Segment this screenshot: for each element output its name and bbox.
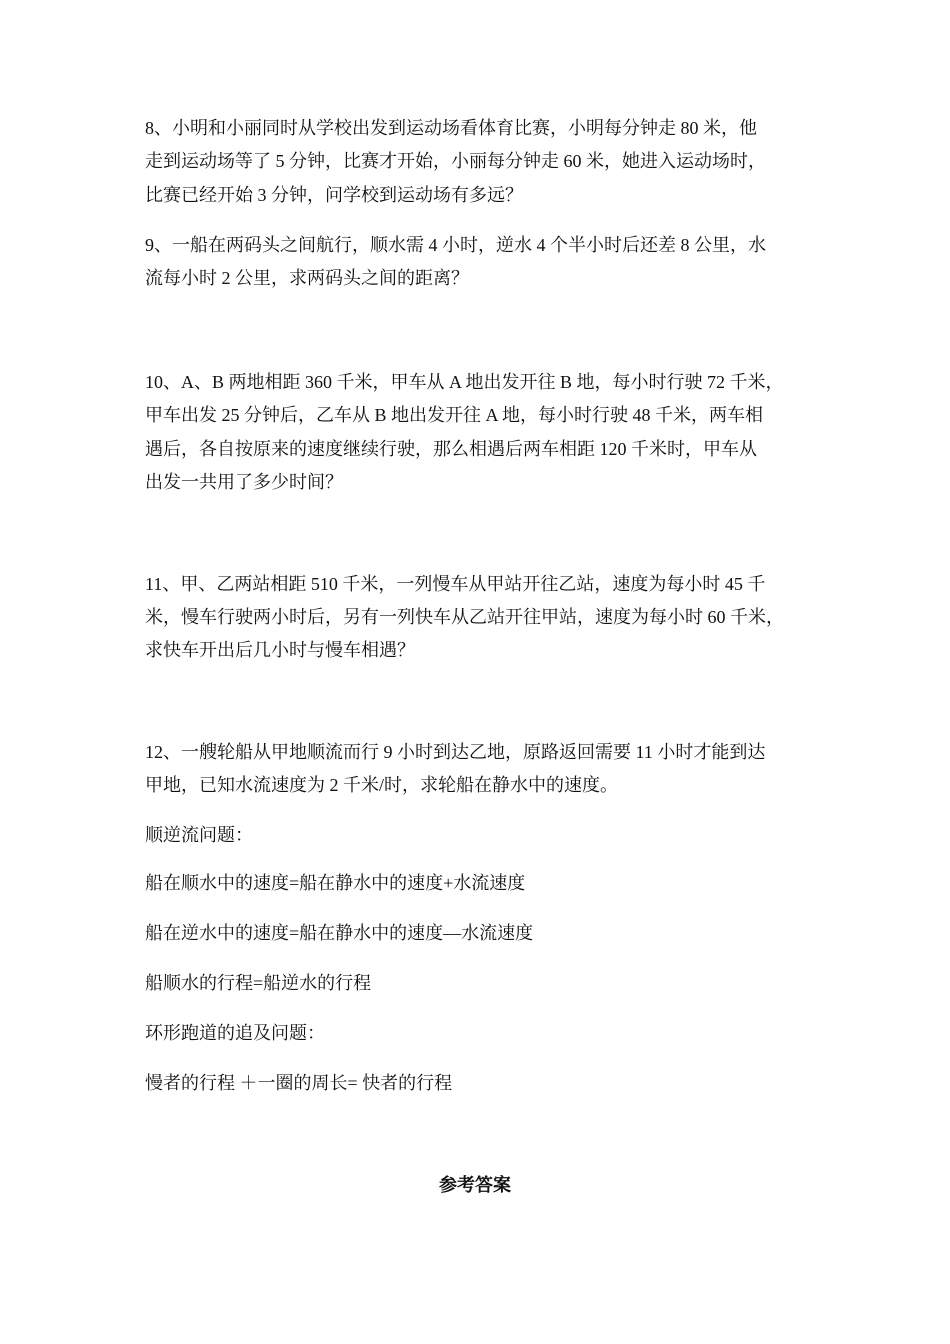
note-heading: 顺逆流问题：	[145, 825, 253, 845]
note-formula: 慢者的行程 ＋一圈的周长= 快者的行程	[145, 1073, 453, 1093]
question-line: 米，慢车行驶两小时后，另有一列快车从乙站开往甲站，速度为每小时 60 千米，	[145, 607, 784, 627]
question-line: 出发一共用了多少时间？	[145, 472, 343, 492]
question-line: 11、甲、乙两站相距 510 千米，一列慢车从甲站开往乙站，速度为每小时 45 千	[145, 574, 766, 594]
question-line: 求快车开出后几小时与慢车相遇？	[145, 640, 415, 660]
question-line: 9、一船在两码头之间航行，顺水需 4 小时，逆水 4 个半小时后还差 8 公里，水	[145, 235, 766, 255]
answers-heading: 参考答案	[439, 1175, 511, 1195]
note-formula: 船在顺水中的速度=船在静水中的速度+水流速度	[145, 873, 526, 893]
question-line: 遇后，各自按原来的速度继续行驶，那么相遇后两车相距 120 千米时，甲车从	[145, 439, 757, 459]
note-heading: 环形跑道的追及问题：	[145, 1023, 325, 1043]
question-line: 流每小时 2 公里，求两码头之间的距离？	[145, 268, 469, 288]
question-line: 比赛已经开始 3 分钟，问学校到运动场有多远？	[145, 185, 523, 205]
question-line: 甲车出发 25 分钟后，乙车从 B 地出发开往 A 地，每小时行驶 48 千米，两车相	[145, 405, 764, 425]
question-line: 12、一艘轮船从甲地顺流而行 9 小时到达乙地，原路返回需要 11 小时才能到达	[145, 742, 766, 762]
note-formula: 船在逆水中的速度=船在静水中的速度—水流速度	[145, 923, 534, 943]
question-line: 走到运动场等了 5 分钟，比赛才开始，小丽每分钟走 60 米，她进入运动场时，	[145, 151, 766, 171]
question-line: 甲地，已知水流速度为 2 千米/时，求轮船在静水中的速度。	[145, 775, 618, 795]
note-formula: 船顺水的行程=船逆水的行程	[145, 973, 372, 993]
question-line: 8、小明和小丽同时从学校出发到运动场看体育比赛，小明每分钟走 80 米，他	[145, 118, 757, 138]
question-line: 10、A、B 两地相距 360 千米，甲车从 A 地出发开往 B 地，每小时行驶 72 千米，	[145, 372, 784, 392]
